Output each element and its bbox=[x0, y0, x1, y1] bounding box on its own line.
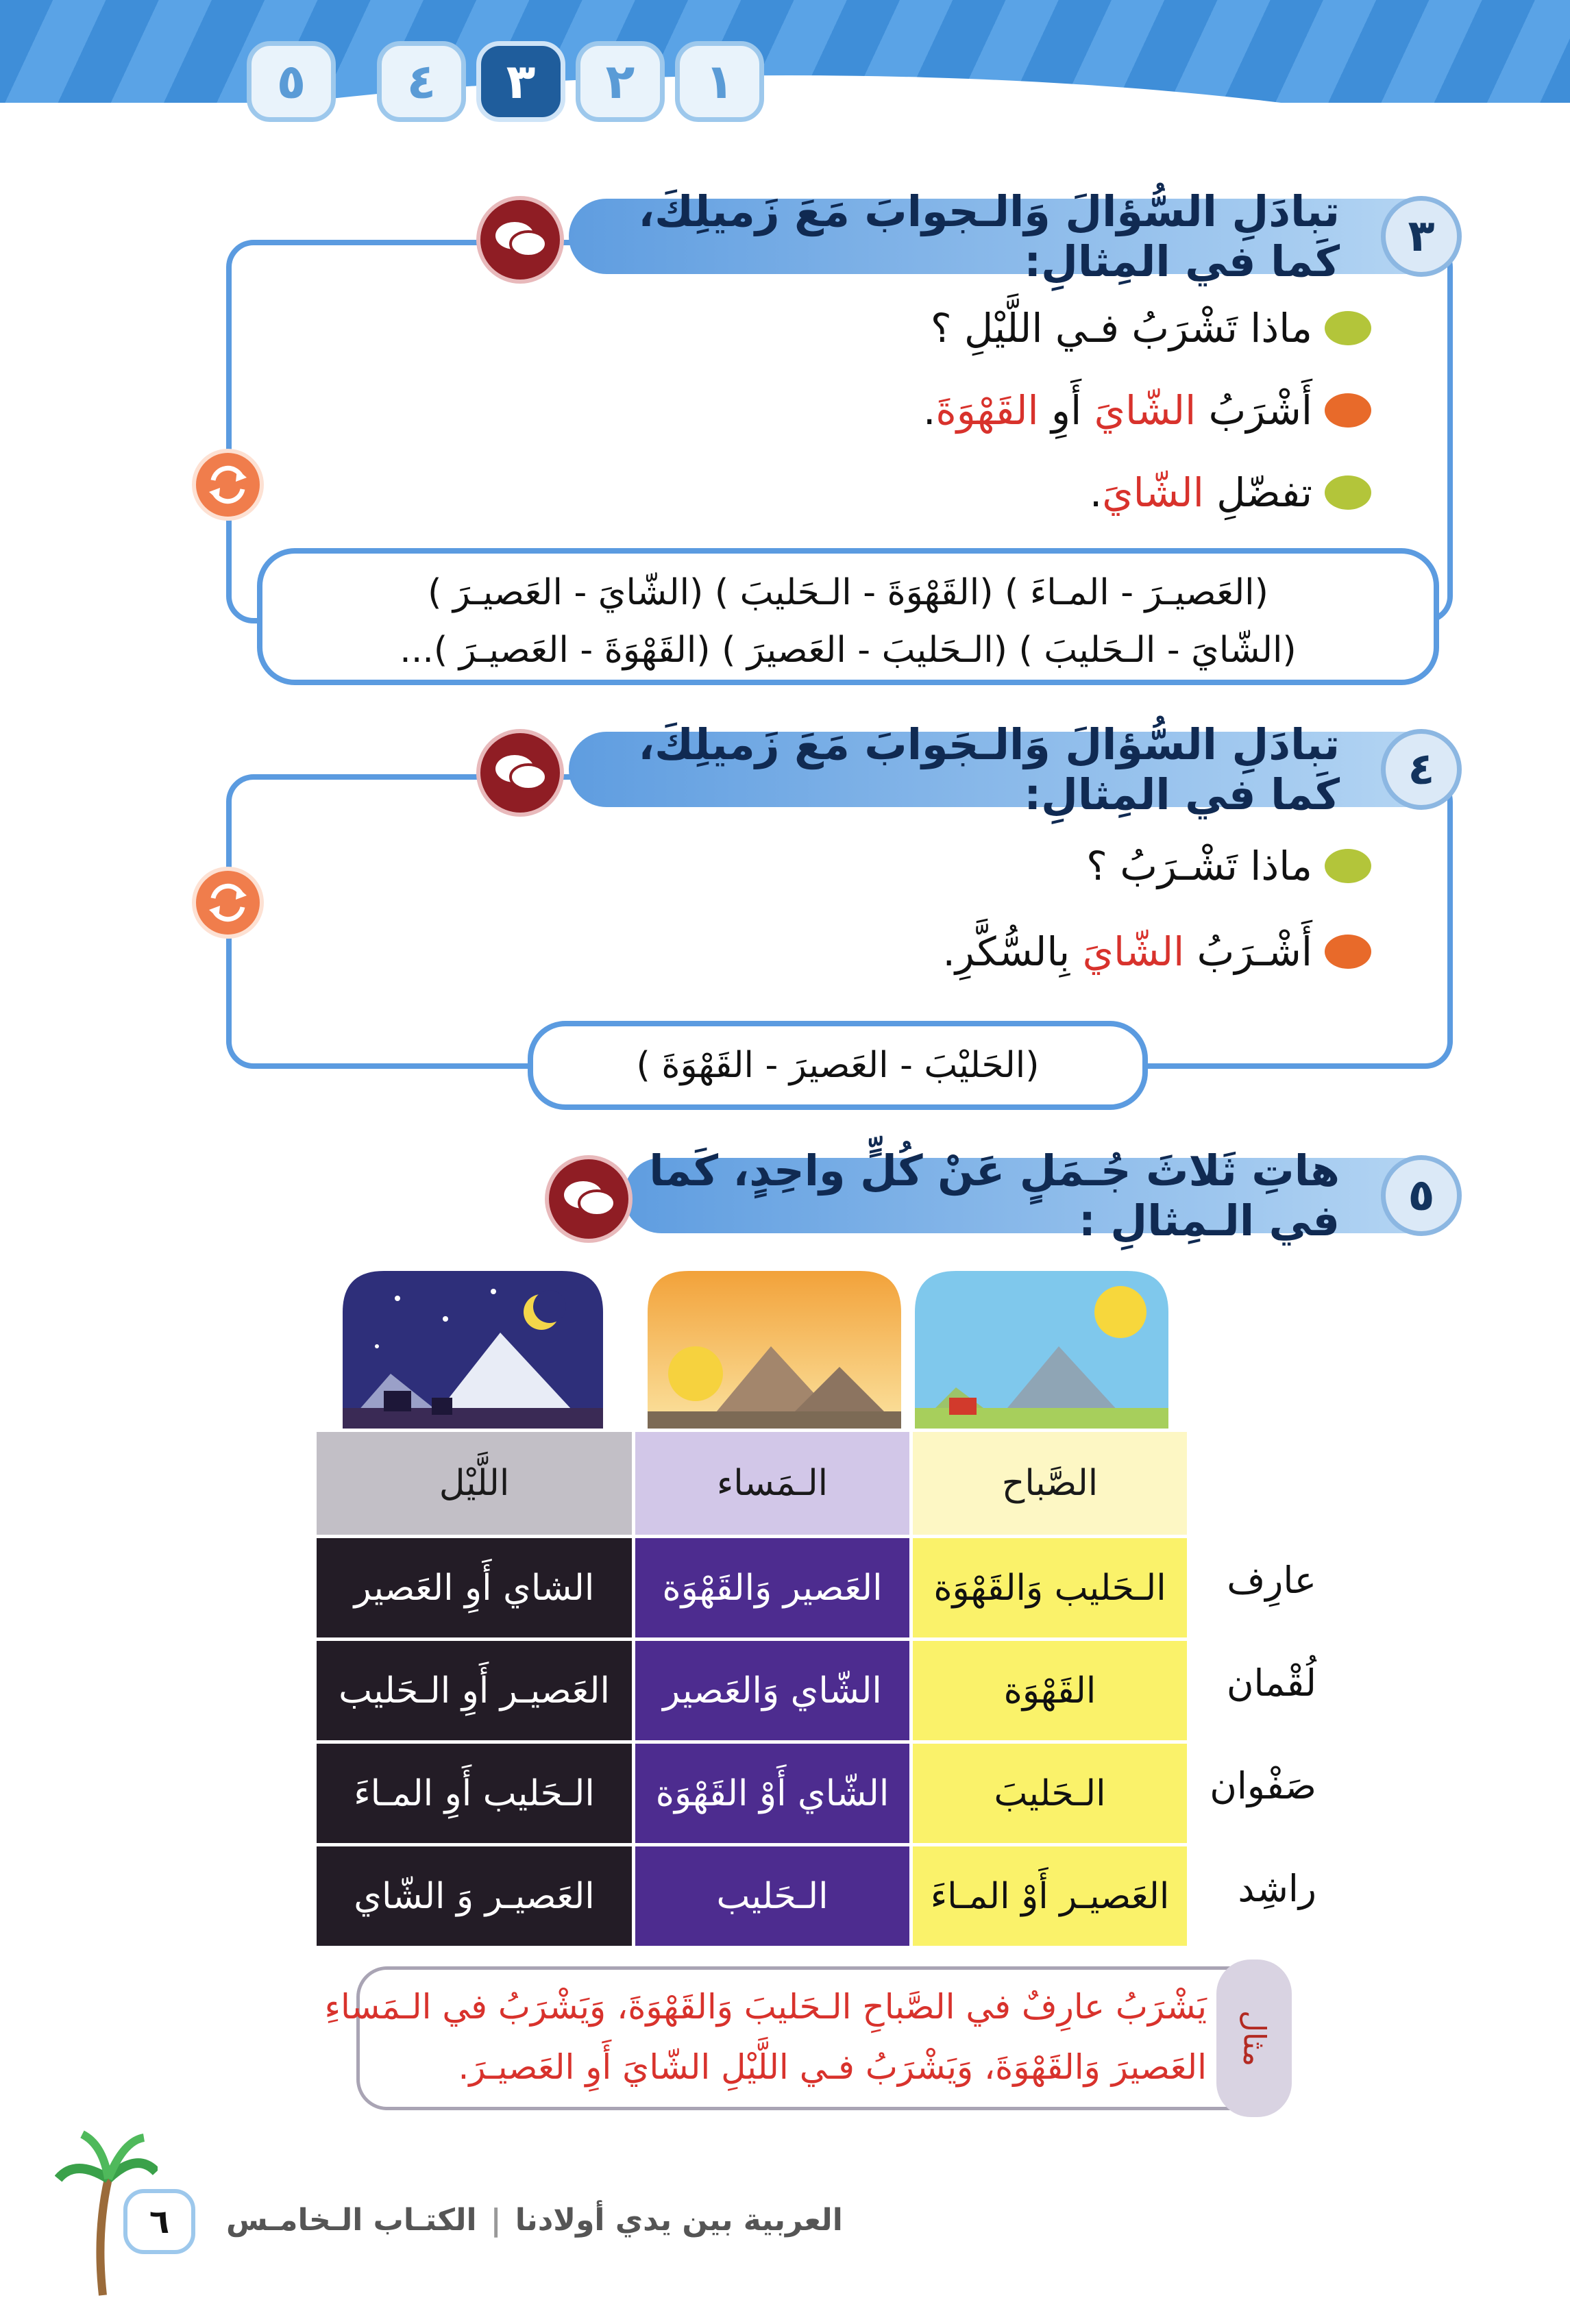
question-text: ماذا تَشْرَبُ فـي اللَّيْلِ ؟ bbox=[930, 305, 1312, 351]
chat-bubbles-icon bbox=[545, 1155, 633, 1243]
example-text bbox=[324, 1977, 1207, 2097]
offer-text: تفضّلِ الشّايَ. bbox=[1089, 469, 1312, 516]
table-cell-night: الشاي أَوِ العَصير bbox=[317, 1538, 632, 1637]
choices-line-1: (العَصيـرَ - المـاءَ ) (القَهْوَةَ - الـحَليبَ ) (الشّايَ - العَصيـرَ ) bbox=[428, 572, 1268, 613]
exercise-3-banner bbox=[569, 186, 1460, 286]
choices-line-2: (الشّايَ - الـحَليبَ ) (الـحَليبَ - العَصيرَ ) (القَهْوَةَ - العَصيـرَ )... bbox=[400, 630, 1297, 671]
evening-scene-image bbox=[648, 1271, 901, 1429]
row-name: صَفْوان bbox=[1210, 1764, 1316, 1807]
tab-4[interactable]: ٤ bbox=[377, 41, 466, 122]
exercise-4-number: ٤ bbox=[1381, 729, 1462, 810]
exercise-4-answer bbox=[943, 928, 1372, 975]
exercise-5-number: ٥ bbox=[1381, 1155, 1462, 1236]
answer-text: أَشْـرَبُ الشّايَ بِالسُّكَّرِ. bbox=[942, 928, 1312, 975]
header-morning: الصَّباح bbox=[913, 1432, 1187, 1535]
table-cell-evening: الشّاي وَالعَصير bbox=[635, 1641, 909, 1740]
speech-bubble-icon bbox=[1325, 393, 1371, 428]
table-cell-morning: القَهْوَة bbox=[913, 1641, 1187, 1740]
tab-5[interactable]: ٥ bbox=[247, 41, 336, 122]
header-evening: الـمَساء bbox=[635, 1432, 909, 1535]
morning-scene-image bbox=[915, 1271, 1168, 1429]
table-cell-night: الـحَليب أَوِ المـاءَ bbox=[317, 1744, 632, 1843]
example-label bbox=[1216, 1960, 1292, 2117]
footer-title bbox=[226, 2203, 843, 2238]
book-part: الكتـاب الـخامـس bbox=[226, 2203, 477, 2238]
table-cell-night: العَصيـر وَ الشّاي bbox=[317, 1846, 632, 1946]
exercise-4-choices bbox=[528, 1021, 1148, 1110]
example-line-1: يَشْرَبُ عارِفٌ في الصَّباحِ الـحَليبَ وَالقَهْوَةَ، وَيَشْرَبُ في الـمَساءِ bbox=[324, 1987, 1207, 2027]
exercise-4-banner bbox=[569, 719, 1460, 819]
swap-arrows-icon[interactable] bbox=[192, 867, 264, 939]
question-text: ماذا تَشْـرَبُ ؟ bbox=[1086, 843, 1312, 889]
table-cell-morning: الـحَليب وَالقَهْوَة bbox=[913, 1538, 1187, 1637]
example-label-text: مثال bbox=[1236, 2010, 1272, 2067]
header-night: اللَّيْل bbox=[317, 1432, 632, 1535]
speech-bubble-icon bbox=[1325, 935, 1371, 969]
table-cell-evening: الـحَليب bbox=[635, 1846, 909, 1946]
table-cell-morning: الـحَليبَ bbox=[913, 1744, 1187, 1843]
chat-bubbles-icon bbox=[476, 196, 564, 284]
exercise-3-choices bbox=[257, 548, 1439, 685]
table-cell-evening: الشّاي أَوْ القَهْوَة bbox=[635, 1744, 909, 1843]
exercise-3-answer bbox=[923, 387, 1371, 434]
speech-bubble-icon bbox=[1325, 475, 1371, 510]
chat-bubbles-icon bbox=[476, 729, 564, 817]
page-number: ٦ bbox=[123, 2189, 195, 2254]
tab-2[interactable]: ٢ bbox=[576, 41, 665, 122]
footer-divider: | bbox=[490, 2203, 502, 2238]
example-line-2: العَصيرَ وَالقَهْوَةَ، وَيَشْرَبُ فـي اللَّيْلِ الشّايَ أَوِ العَصيـرَ. bbox=[458, 2047, 1207, 2087]
row-name: راشِد bbox=[1238, 1867, 1316, 1910]
exercise-3-offer bbox=[1090, 469, 1371, 516]
exercise-3-question bbox=[931, 305, 1371, 351]
table-cell-evening: العَصير وَالقَهْوَة bbox=[635, 1538, 909, 1637]
tab-1[interactable]: ١ bbox=[675, 41, 764, 122]
swap-arrows-icon[interactable] bbox=[192, 449, 264, 521]
speech-bubble-icon bbox=[1325, 311, 1371, 345]
exercise-4-instruction: تبادَلِ السُّؤالَ وَالـجَوابَ مَعَ زَميلِكَ، كَما في المِثالِ: bbox=[638, 719, 1340, 819]
answer-text: أَشْرَبُ الشّايَ أَوِ القَهْوَةَ. bbox=[922, 387, 1312, 434]
row-name: لُقْمان bbox=[1226, 1661, 1316, 1705]
table-cell-night: العَصيـر أَوِ الـحَليب bbox=[317, 1641, 632, 1740]
row-name: عارِف bbox=[1227, 1559, 1316, 1602]
choices-text: (الحَليْبَ - العَصيرَ - القَهْوَةَ ) bbox=[636, 1045, 1040, 1086]
exercise-4-question bbox=[1086, 843, 1371, 889]
exercise-3-number: ٣ bbox=[1381, 196, 1462, 277]
exercise-5-banner bbox=[624, 1146, 1460, 1246]
table-cell-morning: العَصيـر أَوْ المـاءَ bbox=[913, 1846, 1187, 1946]
exercise-5-instruction: هاتِ ثَلاثَ جُـمَلٍ عَنْ كُلٍّ واحِدٍ، كَما في الـمِثالِ : bbox=[649, 1146, 1340, 1246]
exercise-3-instruction: تبادَلِ السُّؤالَ وَالـجوابَ مَعَ زَميلِكَ، كَما في المِثالِ: bbox=[638, 186, 1340, 286]
book-title: العربية بين يدي أولادنا bbox=[515, 2203, 843, 2238]
speech-bubble-icon bbox=[1325, 849, 1371, 883]
night-scene-image bbox=[343, 1271, 603, 1429]
tab-3[interactable]: ٣ bbox=[476, 41, 565, 122]
